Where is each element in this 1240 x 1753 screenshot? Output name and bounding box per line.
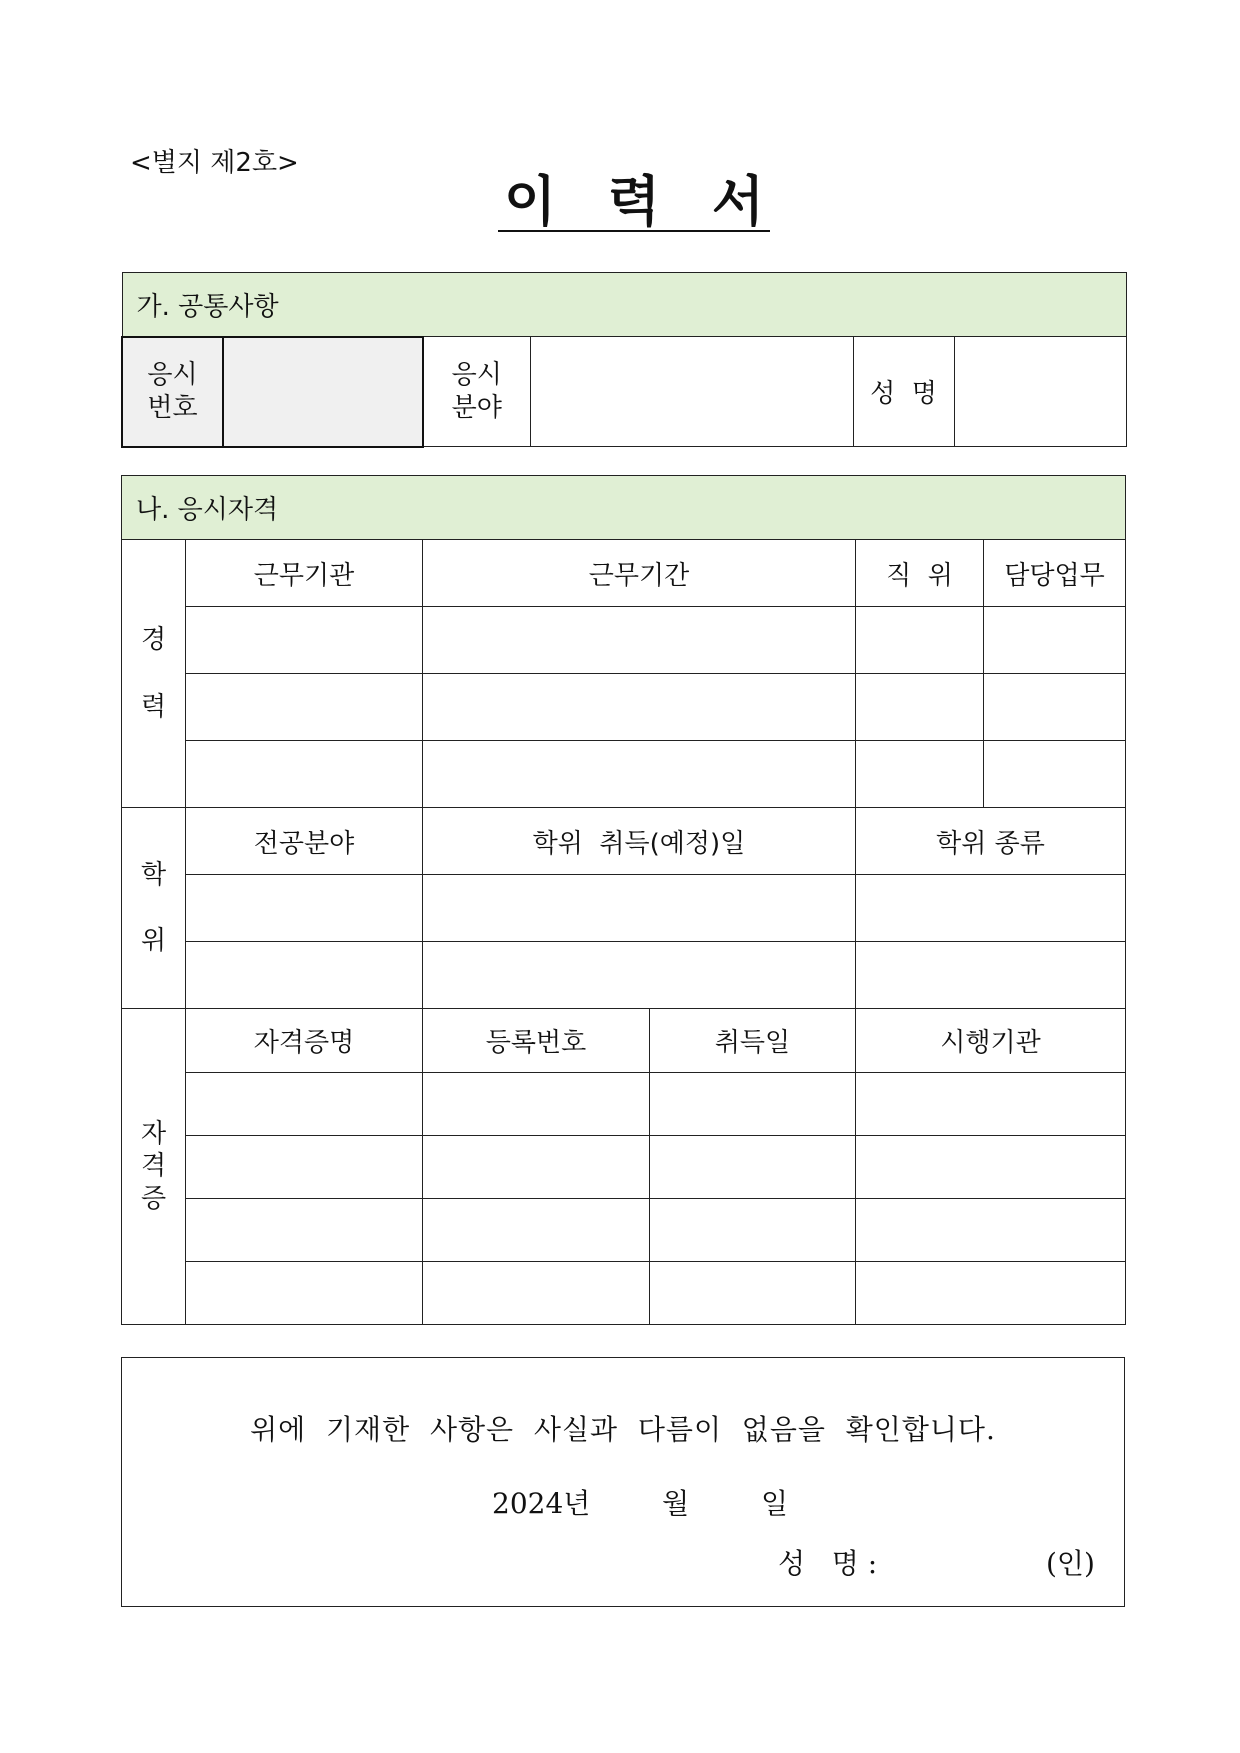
license-regno-cell[interactable] xyxy=(423,1136,650,1199)
title-char-2: 력 xyxy=(607,169,661,233)
career-period-cell[interactable] xyxy=(423,607,856,674)
exam-number-label-line2: 번호 xyxy=(147,392,198,423)
title-char-3: 서 xyxy=(711,169,764,233)
career-org-cell[interactable] xyxy=(186,674,423,741)
license-regno-cell[interactable] xyxy=(423,1262,650,1325)
exam-number-label xyxy=(122,337,223,447)
application-field-label-line1: 응시 xyxy=(451,360,502,390)
career-duty-cell[interactable] xyxy=(984,741,1126,808)
career-row xyxy=(122,607,1126,674)
title-char-1: 이 xyxy=(504,169,557,233)
license-row xyxy=(122,1073,1126,1136)
career-label-char-1: 경 xyxy=(140,625,167,655)
career-duty-cell[interactable] xyxy=(984,607,1126,674)
degree-row xyxy=(122,942,1126,1009)
degree-row xyxy=(122,875,1126,942)
career-duty-cell[interactable] xyxy=(984,674,1126,741)
career-position-cell[interactable] xyxy=(856,674,984,741)
career-period-cell[interactable] xyxy=(423,674,856,741)
degree-major-cell[interactable] xyxy=(186,875,423,942)
license-name-cell[interactable] xyxy=(186,1262,423,1325)
career-row xyxy=(122,741,1126,808)
license-regno-cell[interactable] xyxy=(423,1073,650,1136)
qualification-table xyxy=(121,475,1126,1325)
license-regno-cell[interactable] xyxy=(423,1199,650,1262)
license-name-cell[interactable] xyxy=(186,1136,423,1199)
license-row xyxy=(122,1136,1126,1199)
license-issuer-cell[interactable] xyxy=(856,1073,1126,1136)
license-name-cell[interactable] xyxy=(186,1073,423,1136)
career-label-char-2: 력 xyxy=(140,691,167,722)
name-label: 성 명 xyxy=(853,337,954,447)
license-date-cell[interactable] xyxy=(650,1262,856,1325)
license-issuer-cell[interactable] xyxy=(856,1199,1126,1262)
career-position-cell[interactable] xyxy=(856,607,984,674)
career-header-duty: 담당업무 xyxy=(984,540,1126,607)
license-label-char-1: 자 xyxy=(140,1118,167,1149)
career-header-org: 근무기관 xyxy=(186,540,423,607)
date-year: 2024년 xyxy=(492,1487,591,1520)
signature-label: 성 명 : xyxy=(778,1547,878,1580)
name-input[interactable] xyxy=(954,337,1126,447)
career-period-cell[interactable] xyxy=(423,741,856,808)
application-field-label-line2: 분야 xyxy=(451,392,502,423)
confirmation-box xyxy=(121,1357,1125,1607)
license-header-regno: 등록번호 xyxy=(423,1009,650,1073)
license-row xyxy=(122,1262,1126,1325)
degree-date-cell[interactable] xyxy=(423,875,856,942)
exam-number-field[interactable] xyxy=(223,337,423,447)
common-info-table xyxy=(121,272,1127,448)
degree-major-cell[interactable] xyxy=(186,942,423,1009)
career-header-position: 직 위 xyxy=(856,540,984,607)
section-a-heading: 가. 공통사항 xyxy=(122,273,1126,337)
license-date-cell[interactable] xyxy=(650,1136,856,1199)
career-org-cell[interactable] xyxy=(186,741,423,808)
license-label-char-3: 증 xyxy=(140,1183,167,1214)
application-field-label xyxy=(423,337,530,447)
license-date-cell[interactable] xyxy=(650,1199,856,1262)
license-name-cell[interactable] xyxy=(186,1199,423,1262)
exam-number-label-line1: 응시 xyxy=(147,360,198,390)
license-issuer-cell[interactable] xyxy=(856,1262,1126,1325)
degree-label-char-2: 위 xyxy=(140,926,167,956)
license-row xyxy=(122,1199,1126,1262)
career-row xyxy=(122,674,1126,741)
application-field-input[interactable] xyxy=(530,337,853,447)
degree-header-type: 학위 종류 xyxy=(856,808,1126,875)
degree-type-cell[interactable] xyxy=(856,942,1126,1009)
license-issuer-cell[interactable] xyxy=(856,1136,1126,1199)
license-header-name: 자격증명 xyxy=(186,1009,423,1073)
signature-date xyxy=(492,1482,788,1522)
seal-mark: (인) xyxy=(1046,1547,1095,1580)
degree-header-date: 학위 취득(예정)일 xyxy=(423,808,856,875)
confirmation-statement: 위에 기재한 사항은 사실과 다름이 없음을 확인합니다. xyxy=(250,1413,996,1446)
career-org-cell[interactable] xyxy=(186,607,423,674)
license-header-issuer: 시행기관 xyxy=(856,1009,1126,1073)
license-label-char-2: 격 xyxy=(140,1151,167,1182)
license-header-date: 취득일 xyxy=(650,1009,856,1073)
license-section-label xyxy=(122,1009,186,1325)
degree-label-char-1: 학 xyxy=(140,859,167,890)
document-title xyxy=(498,169,770,233)
degree-date-cell[interactable] xyxy=(423,942,856,1009)
form-number-label: <별지 제2호> xyxy=(130,148,299,178)
license-date-cell[interactable] xyxy=(650,1073,856,1136)
date-month: 월 xyxy=(662,1487,690,1520)
degree-header-major: 전공분야 xyxy=(186,808,423,875)
degree-type-cell[interactable] xyxy=(856,875,1126,942)
career-section-label xyxy=(122,540,186,808)
career-position-cell[interactable] xyxy=(856,741,984,808)
date-day: 일 xyxy=(761,1487,789,1520)
career-header-period: 근무기간 xyxy=(423,540,856,607)
section-b-heading: 나. 응시자격 xyxy=(122,476,1126,540)
degree-section-label xyxy=(122,808,186,1009)
